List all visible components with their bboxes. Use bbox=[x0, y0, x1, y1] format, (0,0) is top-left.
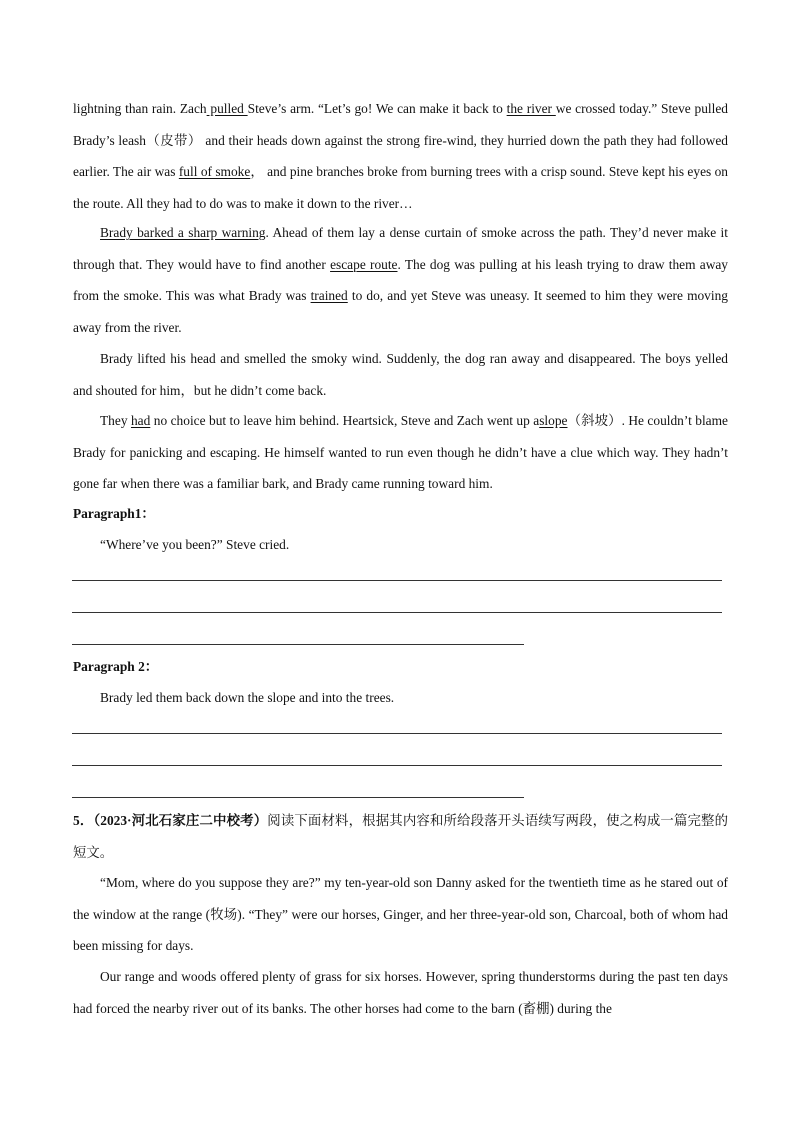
passage-paragraph-2: Brady barked a sharp warning. Ahead of them lay a dense curtain of smoke across the path. They’d never make it through that. They would have to find another escape route. The dog was pulling at his leash trying to draw them away from the smoke. This was what Brady was trained to do, and yet Steve was uneasy. It seemed to him they were moving away from the river. bbox=[73, 225, 729, 335]
paragraph1-label: Paragraph1： bbox=[73, 506, 155, 521]
passage-paragraph-4: They had no choice but to leave him behind. Heartsick, Steve and Zach went up aslope（斜坡）. He couldn’t blame Brady for panicking and escaping. He himself wanted to run even though he didn’t have a clue which way. They hadn’t gone far when there was a familiar bark, and Brady came running toward him. bbox=[73, 413, 728, 491]
paragraph1-opening: “Where’ve you been?” Steve cried. bbox=[100, 537, 290, 552]
question-5-paragraph-1: “Mom, where do you suppose they are?” my ten-year-old son Danny asked for the twentieth time as he stared out of the window at the range (牧场). “They” were our horses, Ginger, and her three-year-old son, Charcoal, both of whom had been missing for days. bbox=[73, 875, 728, 953]
answer-line bbox=[72, 644, 524, 645]
answer-line bbox=[72, 580, 722, 581]
question-5-paragraph-2: Our range and woods offered plenty of grass for six horses. However, spring thunderstorms during the past ten days had forced the nearby river out of its banks. The other horses had come to the barn (畜棚) during the bbox=[73, 969, 728, 1016]
answer-line bbox=[72, 612, 722, 613]
paragraph2-label: Paragraph 2： bbox=[73, 659, 159, 674]
question-5-heading: 5．（2023·河北石家庄二中校考）阅读下面材料，根据其内容和所给段落开头语续写两段，使之构成一篇完整的短文。 bbox=[73, 813, 729, 860]
passage-paragraph-1: lightning than rain. Zach pulled Steve’s arm. “Let’s go! We can make it back to the river we crossed today.” Steve pulled Brady’s leash（皮带） and their heads down against the strong fire-wind, they hurried down the path they had followed earlier. The air was full of smoke， and pine branches broke from burning trees with a crisp sound. Steve kept his eyes on the route. All they had to do was to make it down to the river… bbox=[73, 101, 728, 211]
passage-paragraph-3: Brady lifted his head and smelled the smoky wind. Suddenly, the dog ran away and disappeared. The boys yelled and shouted for him，but he didn’t come back. bbox=[73, 351, 728, 398]
answer-line bbox=[72, 797, 524, 798]
answer-line bbox=[72, 733, 722, 734]
answer-line bbox=[72, 765, 722, 766]
paragraph2-opening: Brady led them back down the slope and into the trees. bbox=[100, 690, 395, 705]
